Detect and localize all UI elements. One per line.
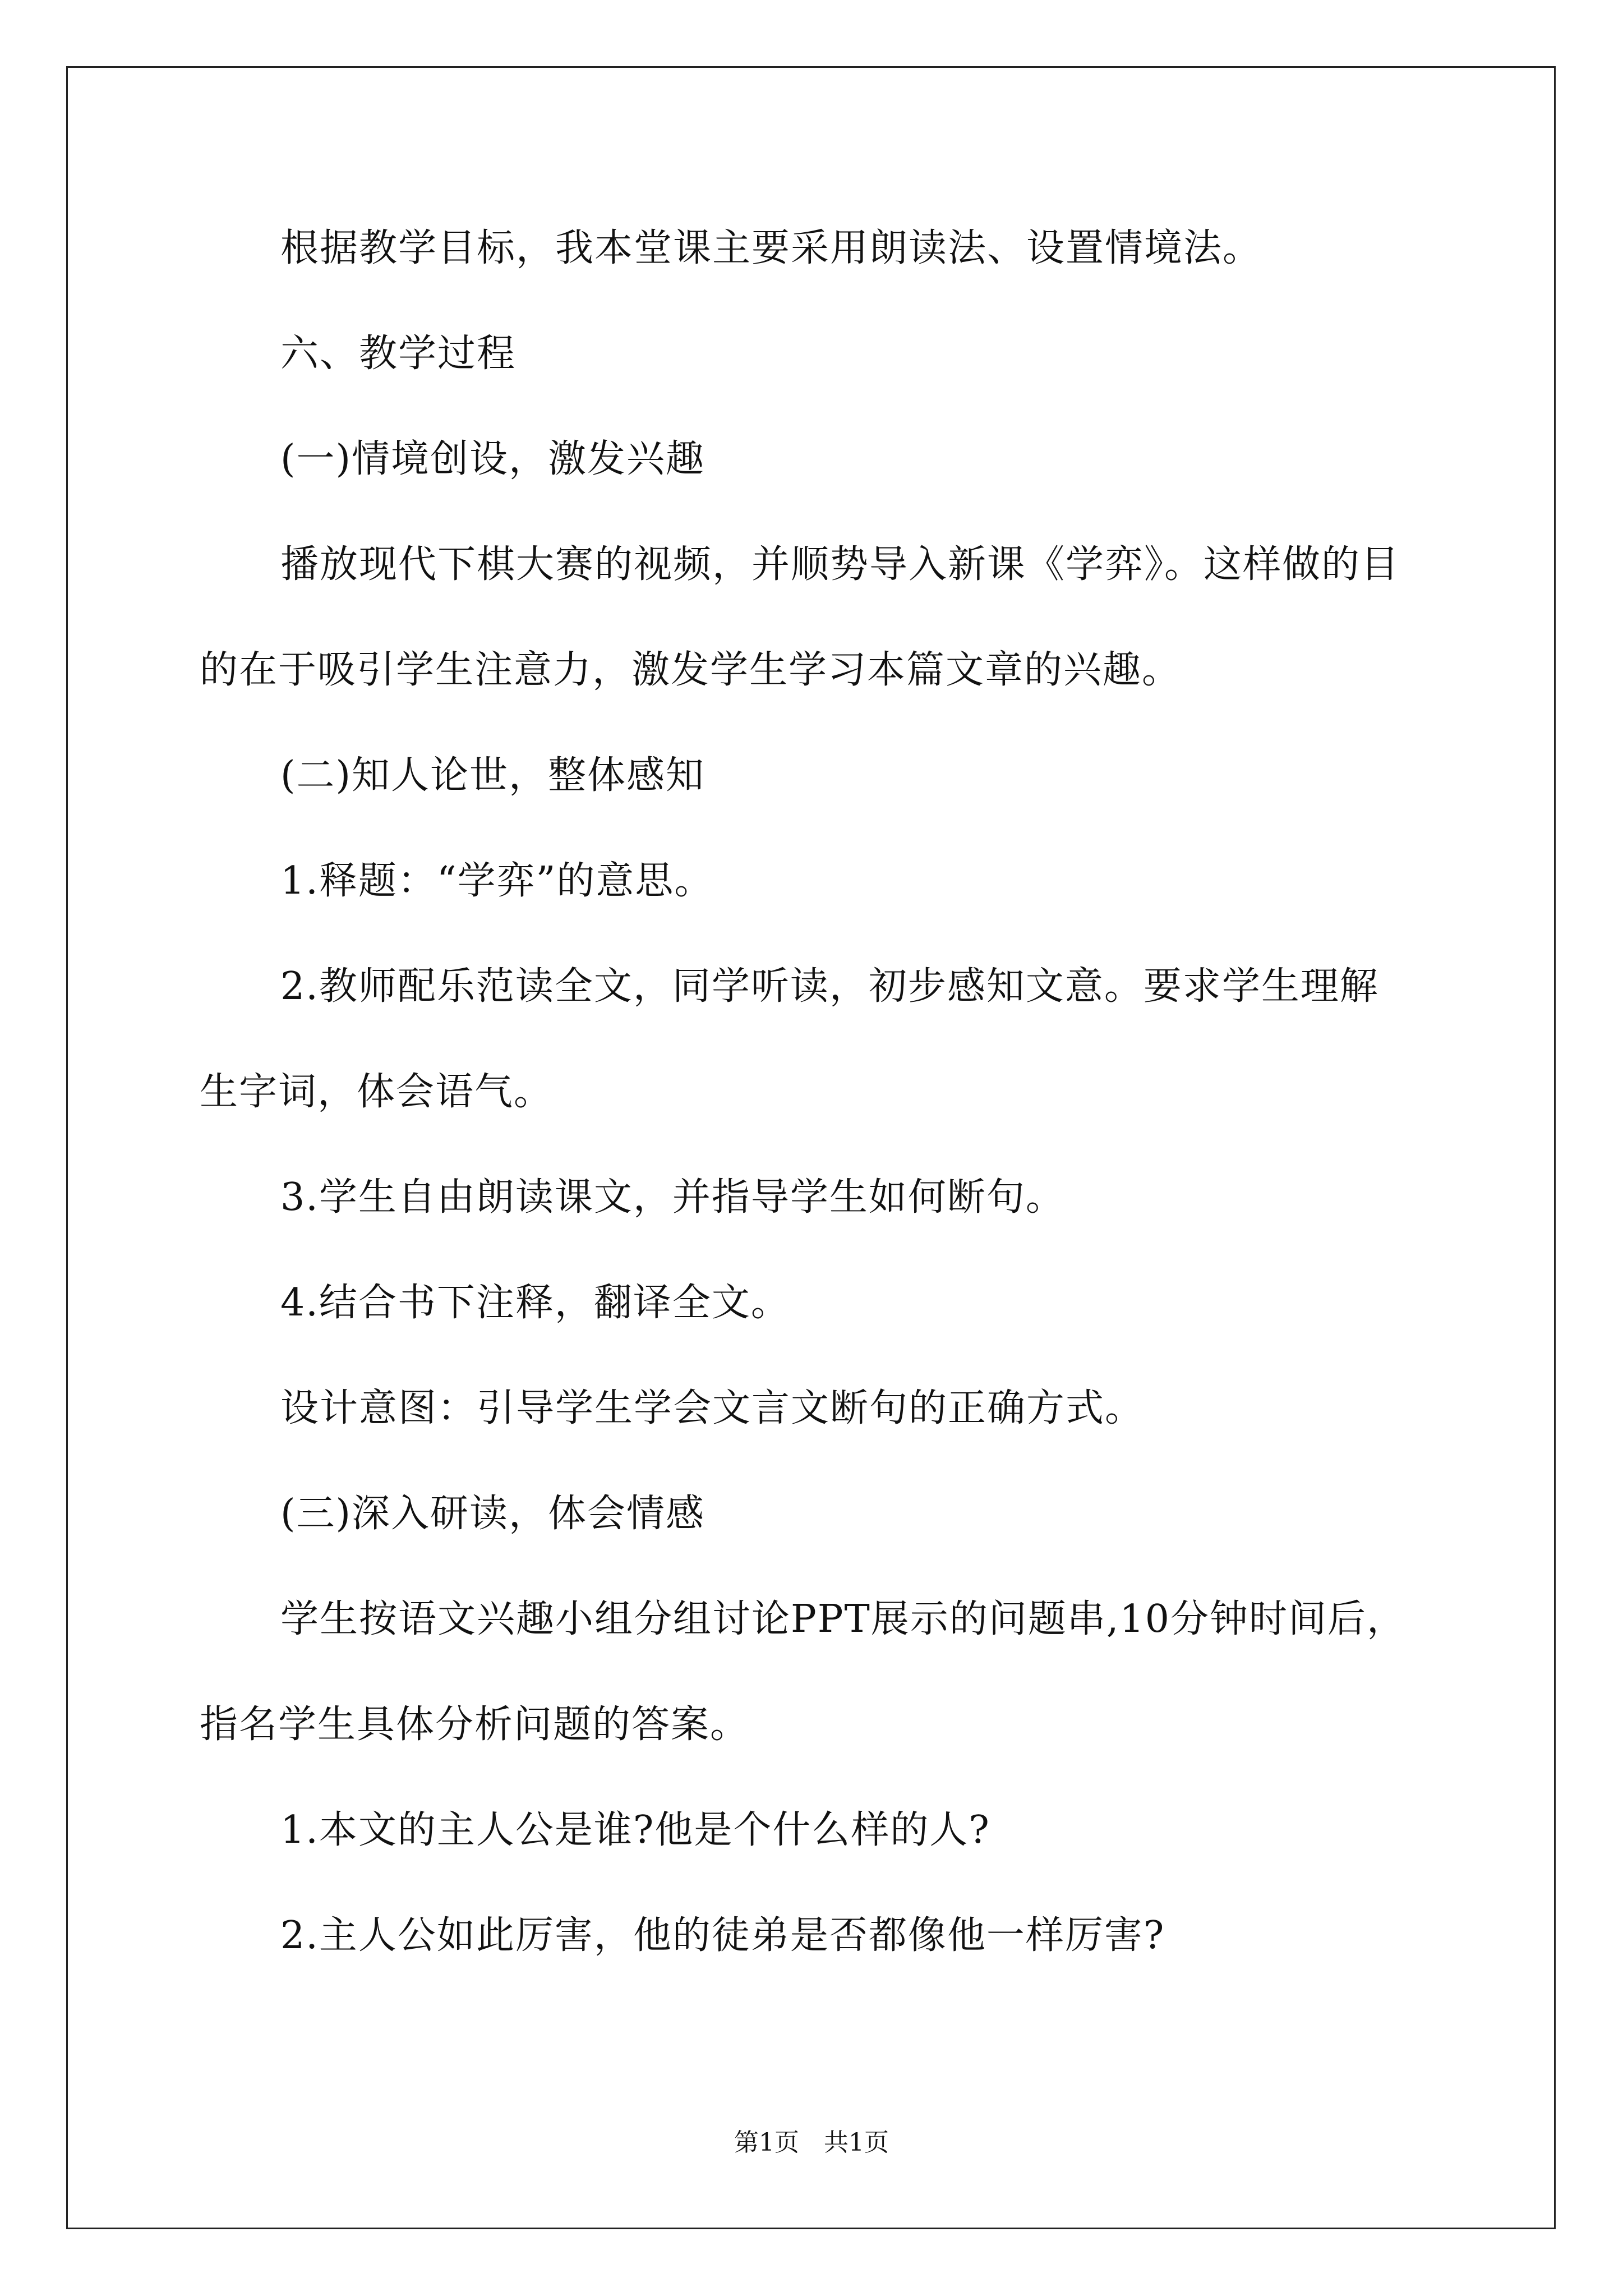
list-item: 1.本文的主人公是谁?他是个什么样的人?	[280, 1808, 990, 1852]
paragraph-line: 学生按语文兴趣小组分组讨论PPT展示的问题串,10分钟时间后，	[280, 1597, 1407, 1641]
subsection-heading: (二)知人论世，整体感知	[280, 753, 706, 798]
list-item: 3.学生自由朗读课文，并指导学生如何断句。	[280, 1175, 1065, 1220]
paragraph-line: 的在于吸引学生注意力，激发学生学习本篇文章的兴趣。	[200, 648, 1182, 692]
paragraph-line: 根据教学目标，我本堂课主要采用朗读法、设置情境法。	[280, 226, 1262, 270]
subsection-heading: (一)情境创设，激发兴趣	[280, 437, 706, 481]
paragraph-line: 播放现代下棋大赛的视频，并顺势导入新课《学弈》。这样做的目	[280, 542, 1400, 587]
paragraph-line: 生字词，体会语气。	[200, 1070, 554, 1114]
list-item: 2.教师配乐范读全文，同学听读，初步感知文意。要求学生理解	[280, 964, 1379, 1009]
list-item: 1.释题：“学弈”的意思。	[280, 859, 714, 903]
page-border	[66, 66, 1556, 2229]
list-item: 2.主人公如此厉害，他的徒弟是否都像他一样厉害?	[280, 1913, 1165, 1958]
subsection-heading: (三)深入研读，体会情感	[280, 1492, 706, 1536]
paragraph-line: 设计意图：引导学生学会文言文断句的正确方式。	[280, 1386, 1145, 1430]
list-item: 4.结合书下注释，翻译全文。	[280, 1281, 790, 1325]
section-heading: 六、教学过程	[280, 332, 517, 376]
page-footer: 第1页 共1页	[734, 2128, 889, 2157]
paragraph-line: 指名学生具体分析问题的答案。	[200, 1703, 750, 1747]
